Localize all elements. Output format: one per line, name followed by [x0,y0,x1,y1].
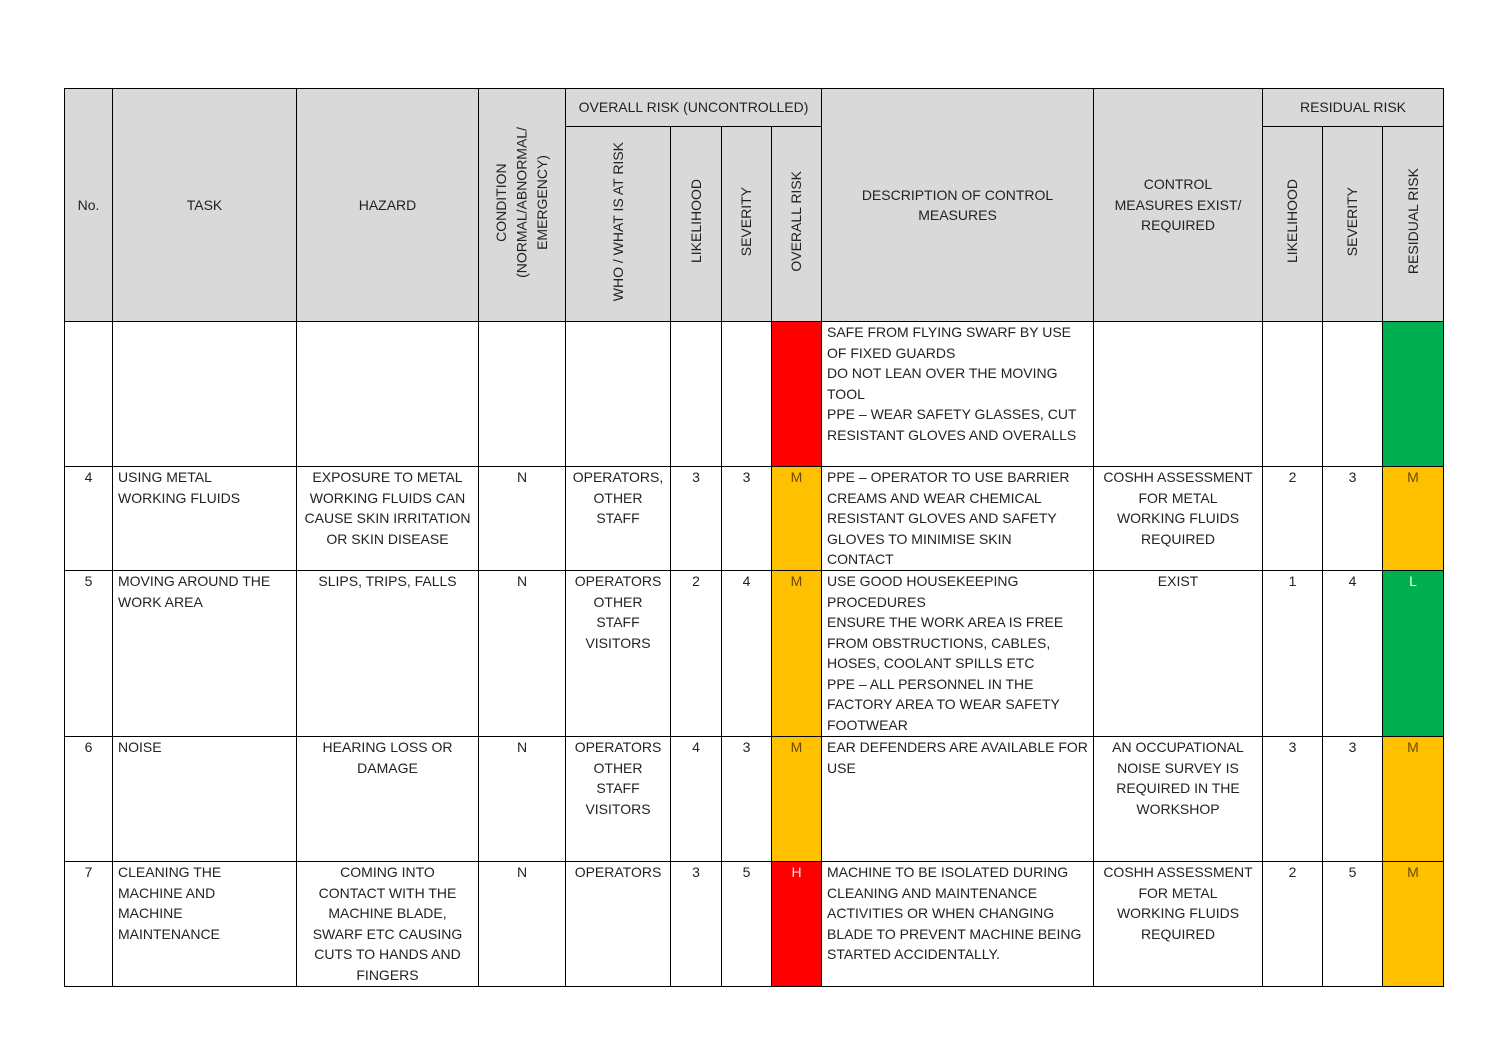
cell-residual-likelihood: 2 [1263,467,1323,571]
header-description: DESCRIPTION OF CONTROL MEASURES [822,89,1094,322]
cell-residual-severity: 5 [1323,862,1383,987]
cell-residual-likelihood [1263,322,1323,467]
cell-task: CLEANING THE MACHINE AND MACHINE MAINTENANCE [113,862,297,987]
cell-who: OPERATORS OTHER STAFF VISITORS [566,737,671,862]
table-row [65,467,1444,571]
cell-residual-severity: 3 [1323,737,1383,862]
cell-residual-risk: L [1383,571,1444,737]
table-row [65,322,1444,467]
header-residual-risk [1383,127,1444,322]
cell-likelihood: 4 [671,737,722,862]
cell-residual-likelihood: 1 [1263,571,1323,737]
cell-residual-severity: 3 [1323,467,1383,571]
table-row [65,737,1444,862]
cell-control-description: EAR DEFENDERS ARE AVAILABLE FOR USE [822,737,1094,862]
cell-severity: 3 [722,737,772,862]
header-who [566,127,671,322]
cell-no [65,322,113,467]
cell-overall-risk: H [772,862,822,987]
header-hazard: HAZARD [297,89,479,322]
header-task: TASK [113,89,297,322]
cell-hazard: EXPOSURE TO METAL WORKING FLUIDS CAN CAUSE SKIN IRRITATION OR SKIN DISEASE [297,467,479,571]
table-body [65,322,1444,987]
cell-who: OPERATORS, OTHER STAFF [566,467,671,571]
header-likelihood [671,127,722,322]
header-residual-severity-label: SEVERITY [1344,186,1361,256]
header-likelihood-label: LIKELIHOOD [687,179,704,264]
cell-no: 7 [65,862,113,987]
cell-overall-risk: M [772,737,822,862]
cell-hazard: HEARING LOSS OR DAMAGE [297,737,479,862]
cell-hazard: COMING INTO CONTACT WITH THE MACHINE BLADE, SWARF ETC CAUSING CUTS TO HANDS AND FINGERS [297,862,479,987]
header-overall-risk [772,127,822,322]
header-residual-risk-group: RESIDUAL RISK [1263,89,1444,127]
cell-control-description: SAFE FROM FLYING SWARF BY USE OF FIXED GUARDS DO NOT LEAN OVER THE MOVING TOOL PPE – WEAR SAFETY GLASSES, CUT RESISTANT GLOVES AND OVERALLS [822,322,1094,467]
header-severity [722,127,772,322]
cell-control-exist: AN OCCUPATIONAL NOISE SURVEY IS REQUIRED IN THE WORKSHOP [1094,737,1263,862]
cell-overall-risk [772,322,822,467]
cell-residual-risk: M [1383,737,1444,862]
cell-overall-risk: M [772,571,822,737]
header-overall-risk-label: OVERALL RISK [788,170,805,272]
cell-likelihood [671,322,722,467]
cell-residual-risk [1383,322,1444,467]
header-residual-severity [1323,127,1383,322]
risk-assessment-table [64,88,1444,987]
cell-condition [479,322,566,467]
cell-hazard [297,322,479,467]
header-residual-risk-label: RESIDUAL RISK [1404,168,1421,275]
cell-control-exist [1094,322,1263,467]
cell-likelihood: 2 [671,571,722,737]
cell-who: OPERATORS OTHER STAFF VISITORS [566,571,671,737]
cell-who [566,322,671,467]
cell-condition: N [479,737,566,862]
cell-residual-severity [1323,322,1383,467]
header-control-measures: CONTROL MEASURES EXIST/ REQUIRED [1094,89,1263,322]
cell-condition: N [479,571,566,737]
cell-task: USING METAL WORKING FLUIDS [113,467,297,571]
cell-no: 6 [65,737,113,862]
cell-control-exist: COSHH ASSESSMENT FOR METAL WORKING FLUIDS REQUIRED [1094,862,1263,987]
cell-residual-likelihood: 2 [1263,862,1323,987]
cell-condition: N [479,862,566,987]
table-row [65,571,1444,737]
cell-no: 5 [65,571,113,737]
cell-severity: 4 [722,571,772,737]
header-residual-likelihood [1263,127,1323,322]
cell-control-exist: COSHH ASSESSMENT FOR METAL WORKING FLUIDS REQUIRED [1094,467,1263,571]
cell-task [113,322,297,467]
cell-control-description: MACHINE TO BE ISOLATED DURING CLEANING AND MAINTENANCE ACTIVITIES OR WHEN CHANGING BLADE TO PREVENT MACHINE BEING STARTED ACCIDENTALLY. [822,862,1094,987]
cell-task: MOVING AROUND THE WORK AREA [113,571,297,737]
cell-condition: N [479,467,566,571]
cell-likelihood: 3 [671,467,722,571]
cell-residual-risk: M [1383,467,1444,571]
cell-no: 4 [65,467,113,571]
cell-likelihood: 3 [671,862,722,987]
cell-task: NOISE [113,737,297,862]
header-condition-label: CONDITION (NORMAL/ABNORMAL/ EMERGENCY) [493,126,551,278]
cell-severity: 5 [722,862,772,987]
header-overall-risk-group: OVERALL RISK (UNCONTROLLED) [566,89,822,127]
header-who-label: WHO / WHAT IS AT RISK [609,141,626,301]
cell-residual-severity: 4 [1323,571,1383,737]
cell-residual-risk: M [1383,862,1444,987]
header-condition [479,89,566,322]
table-row [65,862,1444,987]
header-severity-label: SEVERITY [738,186,755,256]
cell-control-exist: EXIST [1094,571,1263,737]
cell-control-description: PPE – OPERATOR TO USE BARRIER CREAMS AND WEAR CHEMICAL RESISTANT GLOVES AND SAFETY GLOVES TO MINIMISE SKIN CONTACT [822,467,1094,571]
header-residual-likelihood-label: LIKELIHOOD [1284,179,1301,264]
cell-control-description: USE GOOD HOUSEKEEPING PROCEDURES ENSURE THE WORK AREA IS FREE FROM OBSTRUCTIONS, CABLES, HOSES, COOLANT SPILLS ETC PPE – ALL PERSONNEL IN THE FACTORY AREA TO WEAR SAFETY FOOTWEAR [822,571,1094,737]
cell-severity: 3 [722,467,772,571]
cell-residual-likelihood: 3 [1263,737,1323,862]
cell-who: OPERATORS [566,862,671,987]
header-no: No. [65,89,113,322]
cell-severity [722,322,772,467]
cell-overall-risk: M [772,467,822,571]
cell-hazard: SLIPS, TRIPS, FALLS [297,571,479,737]
